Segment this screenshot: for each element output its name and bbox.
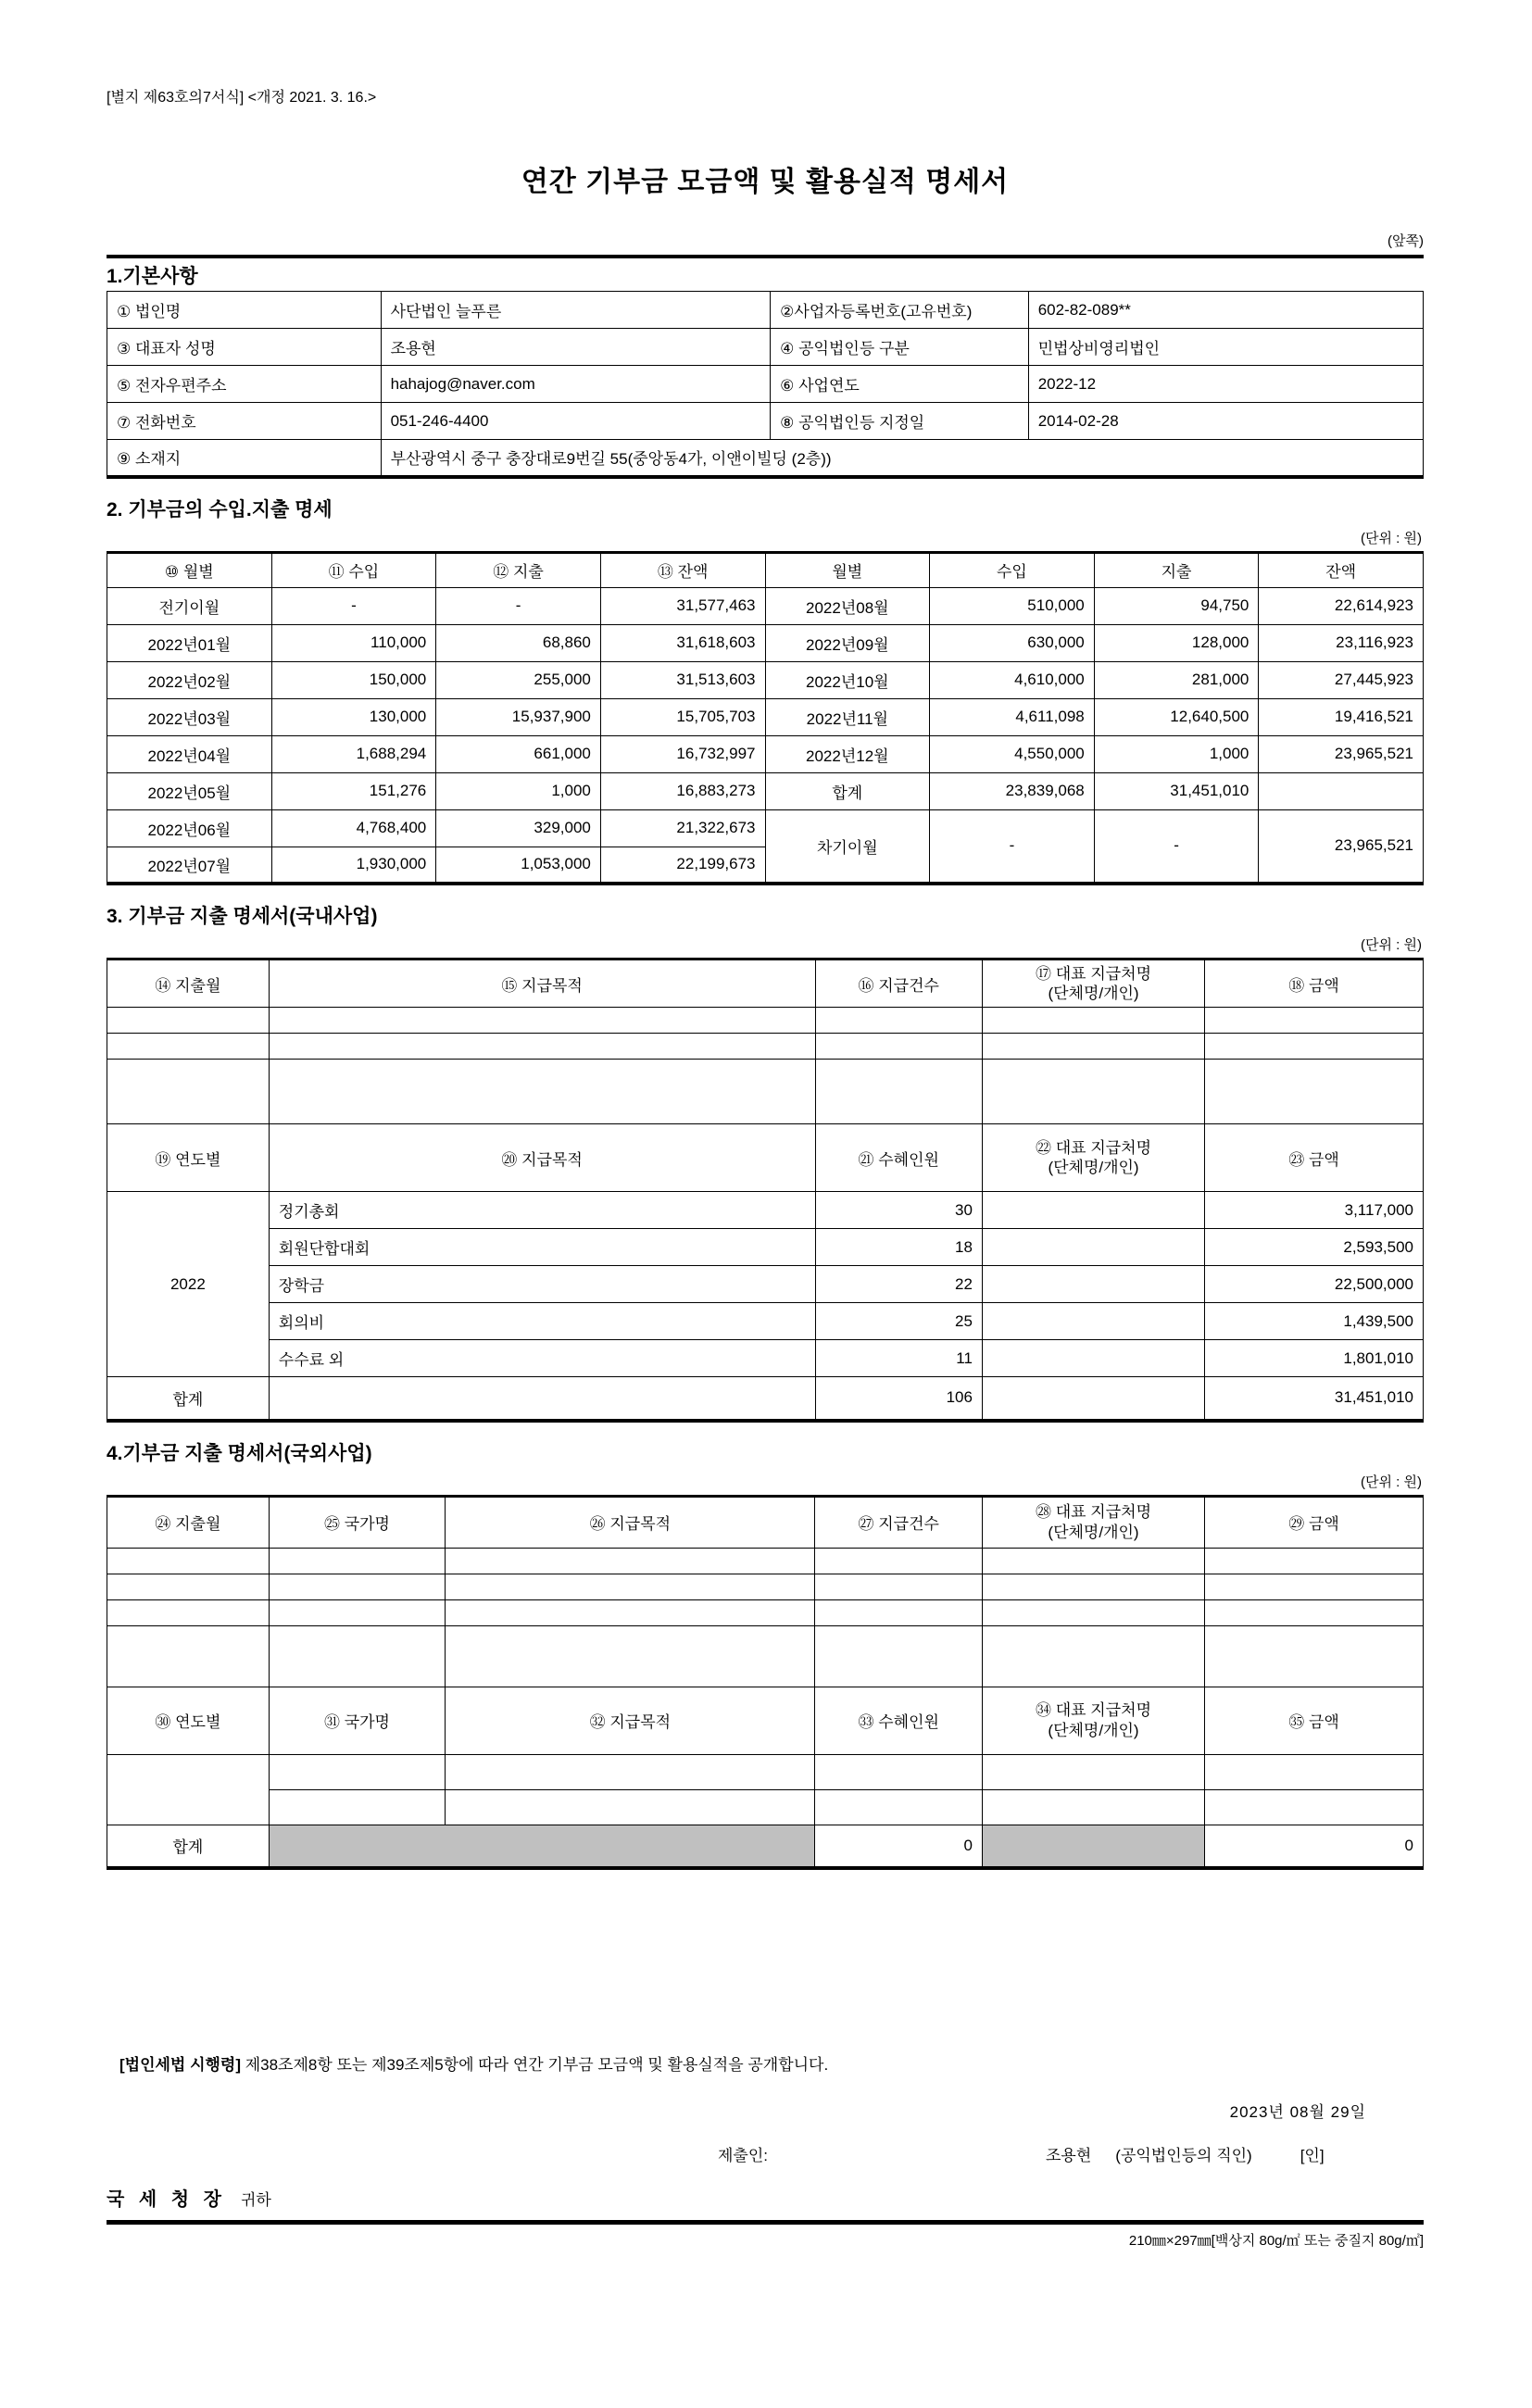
month-cell: 전기이월 — [107, 587, 272, 624]
payee-cell — [982, 1303, 1204, 1340]
field-value: 051-246-4400 — [381, 403, 771, 440]
column-header: ㉓ 금액 — [1205, 1124, 1424, 1192]
table-row — [107, 587, 1424, 624]
column-header: ⑪ 수입 — [271, 552, 436, 587]
empty-cell — [982, 1789, 1204, 1825]
column-header: ⑳ 지급목적 — [269, 1124, 815, 1192]
seal-note: (공익법인등의 직인) — [1115, 2147, 1252, 2164]
expense-cell: 1,053,000 — [436, 847, 601, 884]
empty-cell — [815, 1034, 982, 1060]
balance-cell: 31,513,603 — [600, 661, 765, 698]
payee-cell — [982, 1266, 1204, 1303]
total-count-cell: 0 — [815, 1825, 982, 1868]
section1-heading: 1.기본사항 — [107, 266, 198, 287]
submitter-row — [107, 2142, 1424, 2165]
empty-cell — [269, 1754, 445, 1789]
field-value: 조용현 — [381, 329, 771, 366]
income-cell: - — [930, 809, 1095, 884]
empty-cell — [107, 1008, 270, 1034]
field-value: 민법상비영리법인 — [1028, 329, 1423, 366]
submission-date: 2023년 08월 29일 — [1229, 2103, 1366, 2121]
empty-cell — [982, 1548, 1204, 1574]
empty-cell — [1205, 1574, 1424, 1599]
expense-cell: 329,000 — [436, 809, 601, 847]
column-header: ㉑ 수혜인원 — [815, 1124, 982, 1192]
empty-cell — [107, 1034, 270, 1060]
empty-row — [107, 1599, 1424, 1625]
amount-cell: 22,500,000 — [1205, 1266, 1424, 1303]
expense-cell: 281,000 — [1094, 661, 1259, 698]
income-cell: 4,768,400 — [271, 809, 436, 847]
balance-cell: 22,614,923 — [1259, 587, 1424, 624]
column-header-line: ㉘ 대표 지급처명 — [1036, 1503, 1151, 1522]
income-cell: 4,550,000 — [930, 735, 1095, 772]
table-header-row — [107, 959, 1424, 1008]
table-header-row — [107, 1496, 1424, 1548]
balance-cell: 31,577,463 — [600, 587, 765, 624]
unit-label: (단위 : 원) — [1361, 937, 1422, 953]
field-label: ③ 대표자 성명 — [107, 329, 382, 366]
expense-cell: 1,000 — [1094, 735, 1259, 772]
empty-cell — [982, 1574, 1204, 1599]
empty-cell — [1205, 1789, 1424, 1825]
column-header: ⑲ 연도별 — [107, 1124, 270, 1192]
month-cell: 2022년04월 — [107, 735, 272, 772]
month-cell: 2022년01월 — [107, 624, 272, 661]
table-row — [107, 440, 1424, 477]
submitter-name: 조용현 — [1046, 2147, 1092, 2164]
column-header — [982, 1496, 1204, 1548]
column-header: ㉙ 금액 — [1205, 1496, 1424, 1548]
income-cell: 23,839,068 — [930, 772, 1095, 809]
income-cell: - — [271, 587, 436, 624]
empty-cell — [107, 1625, 270, 1687]
form-number: [별지 제63호의7서식] <개정 2021. 3. 16.> — [107, 90, 377, 106]
empty-cell — [446, 1754, 815, 1789]
empty-cell — [446, 1548, 815, 1574]
expense-cell: 15,937,900 — [436, 698, 601, 735]
amount-cell: 1,439,500 — [1205, 1303, 1424, 1340]
expense-cell: 661,000 — [436, 735, 601, 772]
empty-row — [107, 1754, 1424, 1789]
expense-cell: 1,000 — [436, 772, 601, 809]
year-cell: 2022 — [107, 1192, 270, 1377]
carryforward-label-cell: 차기이월 — [765, 809, 930, 884]
domestic-expense-table — [107, 958, 1424, 1423]
income-cell: 110,000 — [271, 624, 436, 661]
empty-cell — [269, 1377, 815, 1421]
purpose-cell: 정기총회 — [269, 1192, 815, 1229]
column-header — [982, 1124, 1204, 1192]
empty-cell — [982, 1625, 1204, 1687]
empty-cell — [1205, 1034, 1424, 1060]
empty-cell — [815, 1008, 982, 1034]
empty-cell — [815, 1599, 982, 1625]
income-cell: 151,276 — [271, 772, 436, 809]
table-row — [107, 809, 1424, 847]
purpose-cell: 회의비 — [269, 1303, 815, 1340]
page-title: 연간 기부금 모금액 및 활용실적 명세서 — [521, 167, 1010, 197]
column-header: ⑫ 지출 — [436, 552, 601, 587]
field-label: ④ 공익법인등 구분 — [771, 329, 1029, 366]
empty-cell — [1205, 1060, 1424, 1124]
column-header: ㉗ 지급건수 — [815, 1496, 982, 1548]
empty-cell — [1205, 1548, 1424, 1574]
payee-cell — [982, 1340, 1204, 1377]
balance-cell: 19,416,521 — [1259, 698, 1424, 735]
total-row — [107, 1825, 1424, 1868]
empty-row — [107, 1060, 1424, 1124]
empty-cell — [815, 1789, 982, 1825]
table-row — [107, 735, 1424, 772]
basic-info-table — [107, 291, 1424, 479]
empty-cell — [815, 1060, 982, 1124]
purpose-cell: 회원단합대회 — [269, 1229, 815, 1266]
column-header-line: (단체명/개인) — [1048, 1523, 1139, 1541]
column-header — [982, 1687, 1204, 1754]
empty-cell — [446, 1574, 815, 1599]
empty-cell — [1205, 1599, 1424, 1625]
submitter-label: 제출인: — [718, 2147, 768, 2164]
month-cell: 2022년06월 — [107, 809, 272, 847]
balance-cell: 15,705,703 — [600, 698, 765, 735]
empty-row — [107, 1034, 1424, 1060]
empty-cell — [982, 1008, 1204, 1034]
income-cell: 630,000 — [930, 624, 1095, 661]
payee-cell — [982, 1229, 1204, 1266]
empty-cell — [269, 1008, 815, 1034]
empty-cell — [815, 1625, 982, 1687]
expense-cell: 128,000 — [1094, 624, 1259, 661]
count-cell: 30 — [815, 1192, 982, 1229]
amount-cell: 3,117,000 — [1205, 1192, 1424, 1229]
expense-cell: 94,750 — [1094, 587, 1259, 624]
table-row — [107, 1229, 1424, 1266]
balance-cell: 31,618,603 — [600, 624, 765, 661]
top-rule — [107, 255, 1424, 258]
table-header-row — [107, 552, 1424, 587]
empty-cell — [107, 1574, 270, 1599]
income-cell: 130,000 — [271, 698, 436, 735]
column-header-line: (단체명/개인) — [1048, 1159, 1139, 1176]
table-header-row — [107, 1687, 1424, 1754]
empty-cell — [446, 1789, 815, 1825]
empty-row — [107, 1548, 1424, 1574]
amount-cell: 2,593,500 — [1205, 1229, 1424, 1266]
address-value: 부산광역시 중구 충장대로9번길 55(중앙동4가, 이앤이빌딩 (2층)) — [381, 440, 1423, 477]
empty-cell — [107, 1548, 270, 1574]
column-header: ㉚ 연도별 — [107, 1687, 270, 1754]
total-label-cell: 합계 — [107, 1377, 270, 1421]
total-amount-cell: 31,451,010 — [1205, 1377, 1424, 1421]
empty-row — [107, 1574, 1424, 1599]
column-header: ⑩ 월별 — [107, 552, 272, 587]
balance-cell: 16,732,997 — [600, 735, 765, 772]
column-header: ㉔ 지출월 — [107, 1496, 270, 1548]
empty-cell — [269, 1034, 815, 1060]
month-cell: 2022년12월 — [765, 735, 930, 772]
column-header — [982, 959, 1204, 1008]
empty-cell — [982, 1599, 1204, 1625]
table-row — [107, 1303, 1424, 1340]
column-header: 잔액 — [1259, 552, 1424, 587]
income-expense-table — [107, 551, 1424, 886]
purpose-cell: 장학금 — [269, 1266, 815, 1303]
column-header: ㉖ 지급목적 — [446, 1496, 815, 1548]
field-label: ⑥ 사업연도 — [771, 366, 1029, 403]
column-header: ⑱ 금액 — [1205, 959, 1424, 1008]
count-cell: 11 — [815, 1340, 982, 1377]
empty-cell — [107, 1599, 270, 1625]
balance-cell: 16,883,273 — [600, 772, 765, 809]
table-row — [107, 661, 1424, 698]
empty-cell — [269, 1574, 445, 1599]
footer-statement — [107, 2051, 1424, 2075]
recipient-suffix: 귀하 — [240, 2191, 271, 2209]
income-cell: 150,000 — [271, 661, 436, 698]
table-row — [107, 624, 1424, 661]
total-label-cell: 합계 — [765, 772, 930, 809]
column-header-line: (단체명/개인) — [1048, 985, 1139, 1002]
balance-cell: 27,445,923 — [1259, 661, 1424, 698]
table-row — [107, 772, 1424, 809]
empty-cell — [269, 1060, 815, 1124]
empty-cell — [269, 1625, 445, 1687]
shaded-cell — [269, 1825, 815, 1868]
empty-cell — [269, 1548, 445, 1574]
table-row — [107, 1266, 1424, 1303]
field-value: 2014-02-28 — [1028, 403, 1423, 440]
empty-cell — [107, 1060, 270, 1124]
income-cell: 510,000 — [930, 587, 1095, 624]
empty-cell — [1205, 1754, 1424, 1789]
empty-cell — [269, 1789, 445, 1825]
balance-cell: 23,965,521 — [1259, 735, 1424, 772]
month-cell: 2022년03월 — [107, 698, 272, 735]
table-row — [107, 292, 1424, 329]
expense-cell: 68,860 — [436, 624, 601, 661]
total-row — [107, 1377, 1424, 1421]
column-header: 지출 — [1094, 552, 1259, 587]
paper-size-note: 210㎜×297㎜[백상지 80g/㎡ 또는 중질지 80g/㎡] — [1128, 2233, 1424, 2249]
column-header: ⑬ 잔액 — [600, 552, 765, 587]
expense-cell: 255,000 — [436, 661, 601, 698]
section4-heading: 4.기부금 지출 명세서(국외사업) — [107, 1442, 372, 1464]
statement-text: 제38조제8항 또는 제39조제5항에 따라 연간 기부금 모금액 및 활용실적을 공개합니다. — [241, 2056, 829, 2074]
recipient-name: 국 세 청 장 — [107, 2189, 226, 2210]
table-row — [107, 366, 1424, 403]
table-row — [107, 329, 1424, 366]
empty-cell — [982, 1377, 1204, 1421]
table-row — [107, 1340, 1424, 1377]
empty-row — [107, 1008, 1424, 1034]
column-header-line: ⑰ 대표 지급처명 — [1036, 964, 1152, 983]
overseas-expense-table — [107, 1495, 1424, 1871]
payee-cell — [982, 1192, 1204, 1229]
empty-cell — [815, 1754, 982, 1789]
column-header-line: ㉞ 대표 지급처명 — [1036, 1701, 1151, 1720]
empty-cell — [982, 1034, 1204, 1060]
field-label: ⑤ 전자우편주소 — [107, 366, 382, 403]
column-header: ㉝ 수혜인원 — [815, 1687, 982, 1754]
year-cell — [107, 1754, 270, 1825]
field-label: ⑦ 전화번호 — [107, 403, 382, 440]
unit-label: (단위 : 원) — [1361, 1474, 1422, 1490]
column-header: 월별 — [765, 552, 930, 587]
empty-cell — [815, 1548, 982, 1574]
field-label: ⑧ 공익법인등 지정일 — [771, 403, 1029, 440]
empty-row — [107, 1625, 1424, 1687]
column-header: ㉟ 금액 — [1205, 1687, 1424, 1754]
month-cell: 2022년10월 — [765, 661, 930, 698]
month-cell: 2022년11월 — [765, 698, 930, 735]
column-header: 수입 — [930, 552, 1095, 587]
amount-cell: 1,801,010 — [1205, 1340, 1424, 1377]
empty-row — [107, 1789, 1424, 1825]
empty-cell — [1205, 1625, 1424, 1687]
empty-cell — [446, 1599, 815, 1625]
month-cell: 2022년08월 — [765, 587, 930, 624]
empty-cell — [982, 1060, 1204, 1124]
balance-cell: 22,199,673 — [600, 847, 765, 884]
total-label-cell: 합계 — [107, 1825, 270, 1868]
empty-cell — [446, 1625, 815, 1687]
column-header: ⑯ 지급건수 — [815, 959, 982, 1008]
column-header-line: (단체명/개인) — [1048, 1721, 1139, 1739]
income-cell: 4,610,000 — [930, 661, 1095, 698]
income-cell: 1,688,294 — [271, 735, 436, 772]
month-cell: 2022년09월 — [765, 624, 930, 661]
count-cell: 22 — [815, 1266, 982, 1303]
total-amount-cell: 0 — [1205, 1825, 1424, 1868]
empty-cell — [815, 1574, 982, 1599]
unit-label: (단위 : 원) — [1361, 530, 1422, 546]
column-header: ㉕ 국가명 — [269, 1496, 445, 1548]
field-value: hahajog@naver.com — [381, 366, 771, 403]
expense-cell: - — [1094, 809, 1259, 884]
field-value: 602-82-089** — [1028, 292, 1423, 329]
bottom-rule — [107, 2220, 1424, 2225]
seal-mark: [인] — [1300, 2147, 1325, 2164]
balance-cell: 23,965,521 — [1259, 809, 1424, 884]
count-cell: 25 — [815, 1303, 982, 1340]
column-header: ⑮ 지급목적 — [269, 959, 815, 1008]
statement-law-ref: [법인세법 시행령] — [119, 2056, 241, 2074]
month-cell: 2022년05월 — [107, 772, 272, 809]
field-label: ⑨ 소재지 — [107, 440, 382, 477]
section2-heading: 2. 기부금의 수입.지출 명세 — [107, 498, 333, 520]
recipient-row — [107, 2184, 1424, 2211]
shaded-cell — [982, 1825, 1204, 1868]
balance-cell: 21,322,673 — [600, 809, 765, 847]
column-header-line: ㉒ 대표 지급처명 — [1036, 1138, 1152, 1157]
table-row — [107, 698, 1424, 735]
column-header: ㉛ 국가명 — [269, 1687, 445, 1754]
total-count-cell: 106 — [815, 1377, 982, 1421]
empty-cell — [269, 1599, 445, 1625]
expense-cell: 12,640,500 — [1094, 698, 1259, 735]
column-header: ⑭ 지출월 — [107, 959, 270, 1008]
section3-heading: 3. 기부금 지출 명세서(국내사업) — [107, 906, 378, 927]
income-cell: 4,611,098 — [930, 698, 1095, 735]
balance-cell: 23,116,923 — [1259, 624, 1424, 661]
field-value: 사단법인 늘푸른 — [381, 292, 771, 329]
empty-cell — [1205, 1008, 1424, 1034]
month-cell: 2022년02월 — [107, 661, 272, 698]
field-label: ① 법인명 — [107, 292, 382, 329]
front-side-label: (앞쪽) — [1388, 233, 1424, 249]
income-cell: 1,930,000 — [271, 847, 436, 884]
table-row — [107, 403, 1424, 440]
column-header: ㉜ 지급목적 — [446, 1687, 815, 1754]
month-cell: 2022년07월 — [107, 847, 272, 884]
table-row — [107, 1192, 1424, 1229]
expense-cell: 31,451,010 — [1094, 772, 1259, 809]
balance-cell — [1259, 772, 1424, 809]
field-label: ②사업자등록번호(고유번호) — [771, 292, 1029, 329]
count-cell: 18 — [815, 1229, 982, 1266]
purpose-cell: 수수료 외 — [269, 1340, 815, 1377]
field-value: 2022-12 — [1028, 366, 1423, 403]
expense-cell: - — [436, 587, 601, 624]
table-header-row — [107, 1124, 1424, 1192]
footer-block — [107, 2051, 1424, 2250]
empty-cell — [982, 1754, 1204, 1789]
